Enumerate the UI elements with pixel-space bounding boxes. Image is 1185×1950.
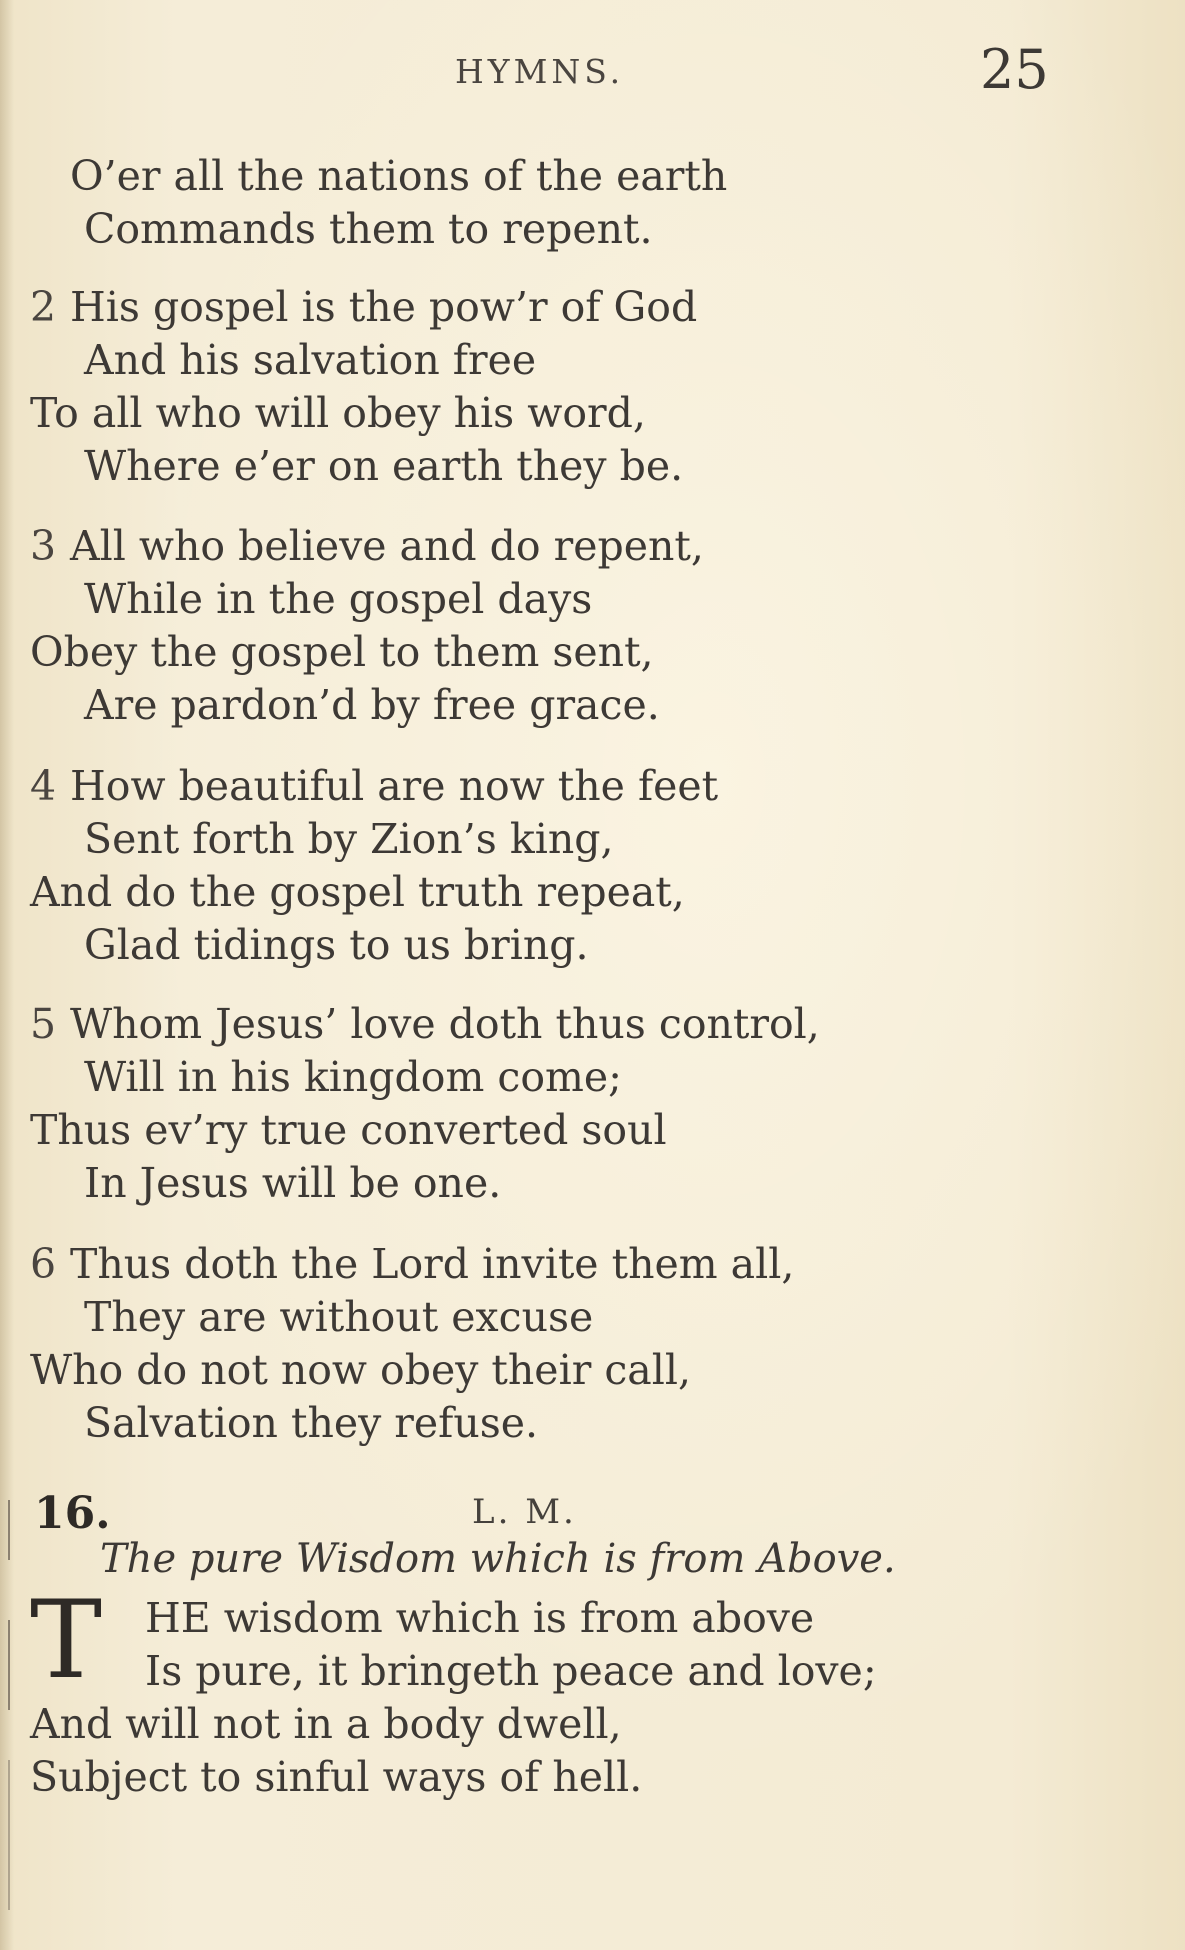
hymn-number: 16. xyxy=(34,1488,111,1539)
drop-cap: T xyxy=(30,1578,103,1703)
verse-line: Glad tidings to us bring. xyxy=(84,921,589,969)
stanza-continuation xyxy=(30,150,1150,256)
verse-line: They are without excuse xyxy=(84,1293,594,1341)
verse-line: 6 Thus doth the Lord invite them all, xyxy=(30,1238,1150,1291)
verse-line: HE wisdom which is from above xyxy=(145,1594,815,1642)
hymn-title: The pure Wisdom which is from Above. xyxy=(100,1536,896,1582)
stanza-number: 4 xyxy=(30,762,57,810)
verse-line: Are pardon’d by free grace. xyxy=(84,681,660,729)
verse-line: 4 How beautiful are now the feet xyxy=(30,760,1150,813)
verse-line: While in the gospel days xyxy=(84,575,593,623)
stanza-number: 3 xyxy=(30,522,57,570)
verse-line: And his salvation free xyxy=(84,336,537,384)
stanza-number: 5 xyxy=(30,1000,57,1048)
margin-mark xyxy=(8,1760,10,1910)
hymn-first-stanza xyxy=(30,1578,1150,1804)
verse-line: And do the gospel truth repeat, xyxy=(30,868,685,916)
page-binding-shadow xyxy=(0,0,14,1950)
stanza-5 xyxy=(30,998,1150,1210)
stanza-3 xyxy=(30,520,1150,732)
verse-line: 2 His gospel is the pow’r of God xyxy=(30,281,1150,334)
margin-mark xyxy=(8,1500,10,1560)
stanza-number: 2 xyxy=(30,283,57,331)
stanza-2 xyxy=(30,281,1150,493)
verse-line: Salvation they refuse. xyxy=(84,1399,539,1447)
verse-line: In Jesus will be one. xyxy=(84,1159,502,1207)
verse-line: O’er all the nations of the earth xyxy=(70,152,728,200)
verse-line: And will not in a body dwell, xyxy=(30,1700,622,1748)
margin-mark xyxy=(8,1620,10,1710)
verse-line: Where e’er on earth they be. xyxy=(84,442,684,490)
verse-line: Will in his kingdom come; xyxy=(84,1053,622,1101)
stanza-number: 6 xyxy=(30,1240,57,1288)
verse-line: Obey the gospel to them sent, xyxy=(30,628,654,676)
stanza-6 xyxy=(30,1238,1150,1450)
verse-line: Commands them to repent. xyxy=(84,205,653,253)
verse-line: 5 Whom Jesus’ love doth thus control, xyxy=(30,998,1150,1051)
verse-line: 3 All who believe and do repent, xyxy=(30,520,1150,573)
verse-line: Thus ev’ry true converted soul xyxy=(30,1106,667,1154)
stanza-4 xyxy=(30,760,1150,972)
verse-line: Subject to sinful ways of hell. xyxy=(30,1753,643,1801)
verse-line: Is pure, it bringeth peace and love; xyxy=(145,1647,877,1695)
running-head: HYMNS. xyxy=(455,52,625,91)
verse-line: Sent forth by Zion’s king, xyxy=(84,815,614,863)
page-number: 25 xyxy=(980,38,1049,101)
hymn-meter: L. M. xyxy=(472,1492,577,1532)
verse-line: Who do not now obey their call, xyxy=(30,1346,691,1394)
verse-line: To all who will obey his word, xyxy=(30,389,646,437)
